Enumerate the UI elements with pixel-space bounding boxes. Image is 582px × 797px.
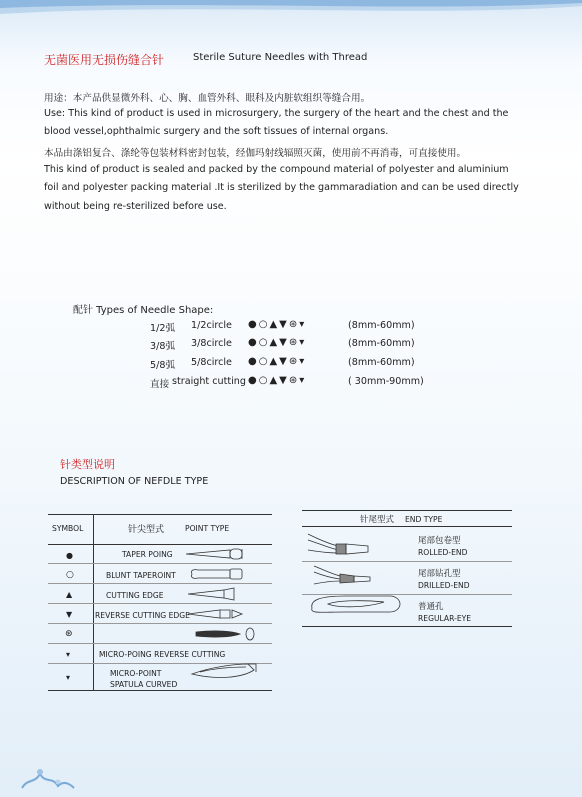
shape-symbols: ●○▲▼⊛▾ [248, 375, 307, 386]
symbol-spatula: ▾ [66, 673, 71, 682]
section-title-cn: 针类型说明 [60, 458, 115, 471]
symbol-micro-reverse: ▾ [66, 650, 71, 659]
symbol-star: ⊛ [65, 629, 73, 639]
symbol-blunt: ○ [66, 570, 74, 580]
end-table-rule [302, 526, 512, 527]
top-wave-decoration [0, 0, 582, 20]
end-table-rule [302, 510, 512, 511]
shape-cn: 3/8弧 [150, 341, 176, 352]
intro-line-7: without being re-sterilized before use. [44, 201, 227, 212]
product-title-cn: 无菌医用无损伤缝合针 [44, 53, 165, 67]
point-type-label-2: SPATULA CURVED [110, 680, 178, 689]
shape-cn: 直接 [150, 379, 170, 390]
shape-en: 5/8circle [191, 357, 232, 368]
table-rule [48, 544, 272, 545]
end-type-cn: 尾部钻孔型 [418, 569, 461, 579]
shape-range: (8mm-60mm) [348, 338, 415, 349]
needle-point-illustrations [186, 546, 266, 686]
intro-line-6: foil and polyester packing material .It is sterilized by the gammaradiation and can be used directly [44, 182, 519, 193]
intro-line-4: 本品由涤铝复合、涤纶等包装材料密封包装，经伽玛射线辐照灭菌，使用前不再消毒，可直接使用。 [44, 148, 467, 159]
shape-en: 3/8circle [191, 338, 232, 349]
end-type-header-cn: 针尾型式 [360, 515, 395, 525]
end-type-header-en: END TYPE [405, 515, 443, 524]
intro-line-3: blood vessel,ophthalmic surgery and the soft tissues of internal organs. [44, 126, 389, 137]
shape-cn: 5/8弧 [150, 360, 176, 371]
symbol-cutting: ▲ [66, 590, 73, 599]
end-type-cn: 普通孔 [418, 602, 444, 612]
shape-en: 1/2circle [191, 320, 232, 331]
end-type-en: DRILLED-END [418, 581, 470, 590]
point-type-label: TAPER POING [122, 550, 173, 559]
point-type-label: BLUNT TAPEROINT [106, 571, 176, 580]
shape-range: (8mm-60mm) [348, 320, 415, 331]
point-type-label: CUTTING EDGE [106, 591, 164, 600]
intro-line-2: Use: This kind of product is used in microsurgery, the surgery of the heart and the chest and the [44, 108, 509, 119]
intro-line-5: This kind of product is sealed and packed by the compound material of polyester and aluminium [44, 164, 509, 175]
needle-shape-heading: 配针 Types of Needle Shape: [73, 305, 214, 316]
shape-en: straight cutting [172, 376, 246, 387]
shape-symbols: ●○▲▼⊛▾ [248, 356, 307, 367]
end-type-en: REGULAR-EYE [418, 614, 472, 623]
shape-range: ( 30mm-90mm) [348, 376, 424, 387]
end-table-rule [302, 626, 512, 627]
shape-symbols: ●○▲▼⊛▾ [248, 337, 307, 348]
point-type-label: MICRO-POING REVERSE CUTTING [99, 650, 226, 659]
end-type-cn: 尾部包卷型 [418, 536, 461, 546]
symbol-header: SYMBOL [52, 524, 84, 533]
point-type-label: REVERSE CUTTING EDGE [95, 611, 190, 620]
end-type-en: ROLLED-END [418, 548, 468, 557]
bottom-decoration [18, 762, 78, 792]
symbol-taper: ● [66, 551, 73, 560]
point-type-header-cn: 针尖型式 [128, 525, 165, 535]
shape-symbols: ●○▲▼⊛▾ [248, 319, 307, 330]
shape-row [150, 320, 175, 334]
shape-cn: 1/2弧 [150, 323, 176, 334]
intro-line-1: 用途：本产品供显微外科、心、胸、血管外科、眼科及内脏软组织等缝合用。 [44, 93, 371, 104]
product-title-en: Sterile Suture Needles with Thread [193, 52, 368, 63]
section-title-en: DESCRIPTION OF NEFDLE TYPE [60, 476, 209, 487]
end-type-illustrations [306, 528, 406, 624]
point-type-label: MICRO-POINT [110, 669, 162, 678]
table-rule [48, 690, 272, 691]
shape-range: (8mm-60mm) [348, 357, 415, 368]
table-rule [48, 514, 272, 515]
point-type-header-en: POINT TYPE [185, 524, 230, 533]
symbol-reverse: ▼ [66, 610, 73, 619]
